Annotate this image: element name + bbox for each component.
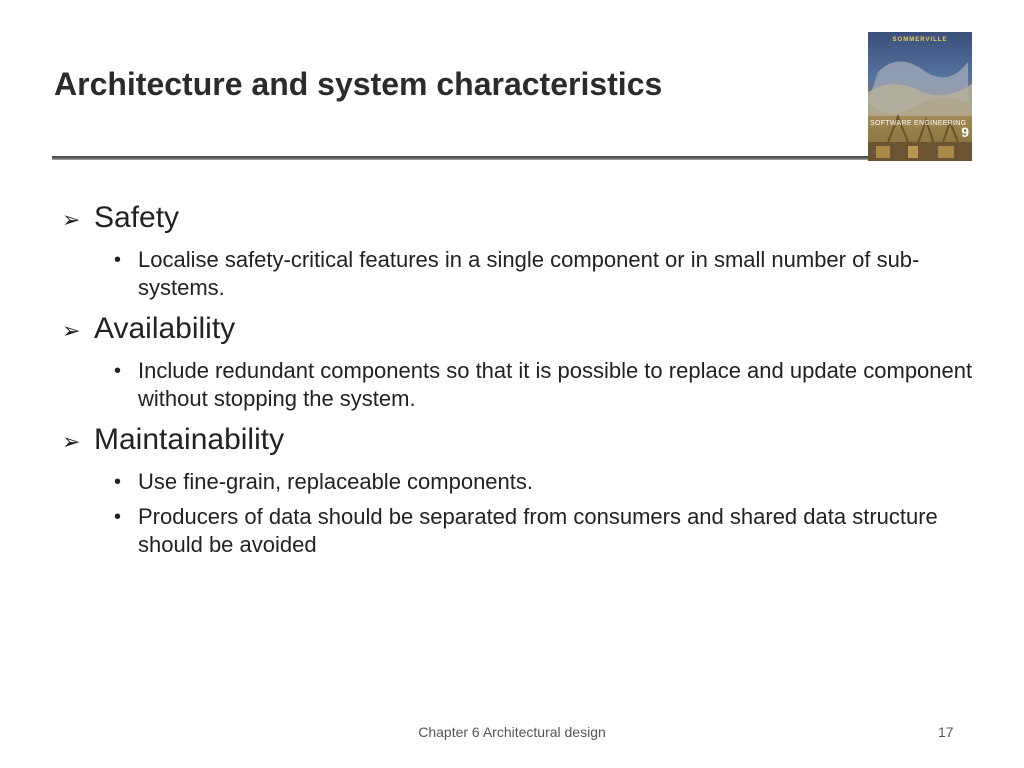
slide-content xyxy=(62,198,1002,566)
bullet-dot-icon: • xyxy=(114,249,122,271)
arrow-right-icon: ➢ xyxy=(62,207,81,232)
arrow-right-icon: ➢ xyxy=(62,318,81,343)
cover-edition: 9 xyxy=(961,124,969,140)
bullet-text: Producers of data should be separated from consumers and shared data structure should be avoided xyxy=(138,504,938,557)
cover-subtitle: SOFTWARE ENGINEERING xyxy=(870,120,967,127)
footer-chapter: Chapter 6 Architectural design xyxy=(418,724,606,740)
bullet-item xyxy=(114,246,1002,302)
section-heading xyxy=(62,198,1002,240)
bullet-dot-icon: • xyxy=(114,506,122,528)
bullet-item xyxy=(114,357,1002,413)
bullet-item xyxy=(114,468,1002,496)
slide-title: Architecture and system characteristics xyxy=(54,66,663,102)
bullet-item xyxy=(114,503,1002,559)
bullet-dot-icon: • xyxy=(114,360,122,382)
section-availability xyxy=(62,309,1002,413)
bullet-list xyxy=(62,246,1002,302)
section-maintainability xyxy=(62,420,1002,559)
bullet-list xyxy=(62,468,1002,559)
page-number: 17 xyxy=(938,724,954,740)
section-heading-text: Safety xyxy=(94,201,180,234)
bullet-text: Include redundant components so that it is possible to replace and update component without stopping the system. xyxy=(138,358,973,411)
bullet-text: Use fine-grain, replaceable components. xyxy=(138,469,534,494)
title-divider xyxy=(52,156,870,160)
bullet-list xyxy=(62,357,1002,413)
book-cover-image xyxy=(868,32,972,161)
section-heading xyxy=(62,420,1002,462)
section-safety xyxy=(62,198,1002,302)
bullet-dot-icon: • xyxy=(114,471,122,493)
cover-author: SOMMERVILLE xyxy=(892,37,948,43)
bullet-text: Localise safety-critical features in a single component or in small number of sub-systems. xyxy=(138,247,920,300)
section-heading-text: Availability xyxy=(94,312,236,345)
arrow-right-icon: ➢ xyxy=(62,429,81,454)
section-heading xyxy=(62,309,1002,351)
section-heading-text: Maintainability xyxy=(94,423,285,456)
